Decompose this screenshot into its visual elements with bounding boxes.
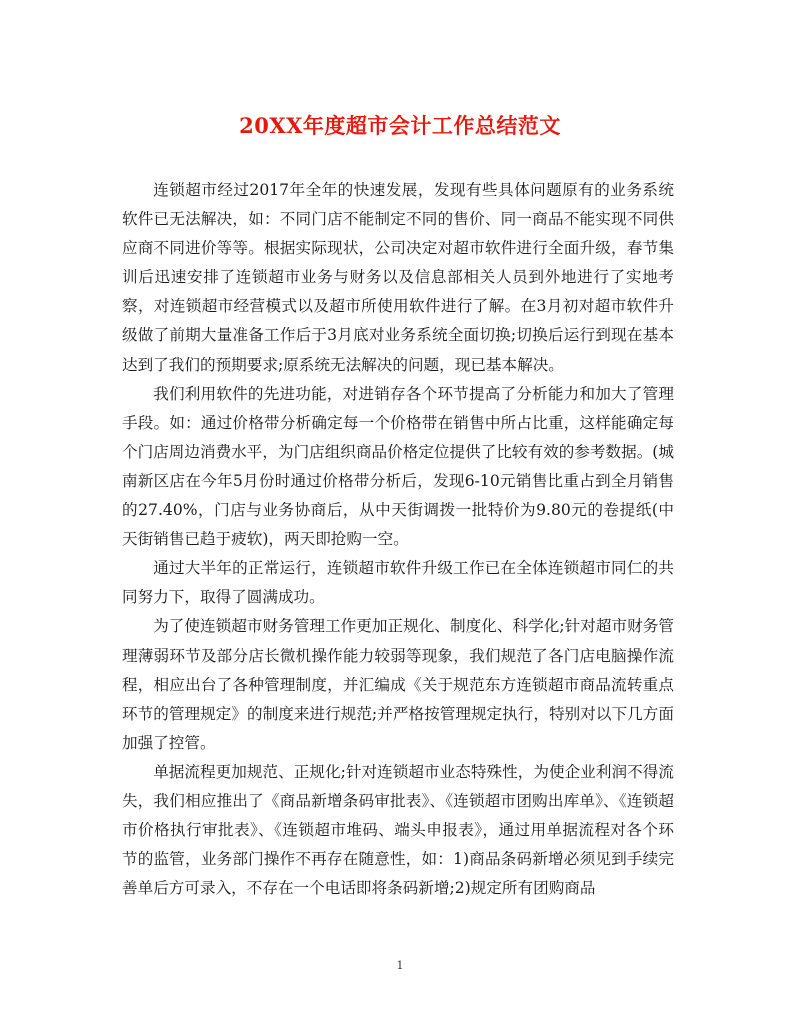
paragraph-2: 我们利用软件的先进功能，对进销存各个环节提高了分析能力和加大了管理手段。如：通过价格带分析确定每一个价格带在销售中所占比重，这样能确定每个门店周边消费水平，为门店组织商品价格定位提供了比较有效的参考数据。(城南新区店在今年5月份时通过价格带分析后，发现6-10元销售比重占到全月销售的27.40%，门店与业务协商后，从中天街调拨一批特价为9.80元的卷提纸(中天街销售已趋于疲软)，两天即抢购一空。 bbox=[122, 384, 674, 549]
page-number: 1 bbox=[396, 959, 404, 972]
paragraph-3: 通过大半年的正常运行，连锁超市软件升级工作已在全体连锁超市同仁的共同努力下，取得了圆满成功。 bbox=[122, 559, 674, 607]
paragraph-5: 单据流程更加规范、正规化;针对连锁超市业态特殊性，为使企业利润不得流失，我们相应推出了《商品新增条码审批表》、《连锁超市团购出库单》、《连锁超市价格执行审批表》、《连锁超市堆码、端头申报表》，通过用单据流程对各个环节的监管，业务部门操作不再存在随意性，如：1)商品条码新增必须见到手续完善单后方可录入，不存在一个电话即将条码新增;2)规定所有团购商品 bbox=[122, 762, 674, 898]
paragraph-4: 为了使连锁超市财务管理工作更加正规化、制度化、科学化;针对超市财务管理薄弱环节及部分店长微机操作能力较弱等现象，我们规范了各门店电脑操作流程，相应出台了各种管理制度，并汇编成《关于规范东方连锁超市商品流转重点环节的管理规定》的制度来进行规范;并严格按管理规定执行，特别对以下几方面加强了控管。 bbox=[122, 617, 674, 752]
paragraph-1: 连锁超市经过2017年全年的快速发展，发现有些具体问题原有的业务系统软件已无法解决，如：不同门店不能制定不同的售价、同一商品不能实现不同供应商不同进价等等。根据实际现状，公司决定对超市软件进行全面升级，春节集训后迅速安排了连锁超市业务与财务以及信息部相关人员到外地进行了实地考察，对连锁超市经营模式以及超市所使用软件进行了解。在3月初对超市软件升级做了前期大量准备工作后于3月底对业务系统全面切换;切换后运行到现在基本达到了我们的预期要求;原系统无法解决的问题，现已基本解决。 bbox=[122, 181, 674, 374]
document-title: 20XX年度超市会计工作总结范文 bbox=[239, 113, 561, 138]
document-body bbox=[122, 176, 674, 903]
